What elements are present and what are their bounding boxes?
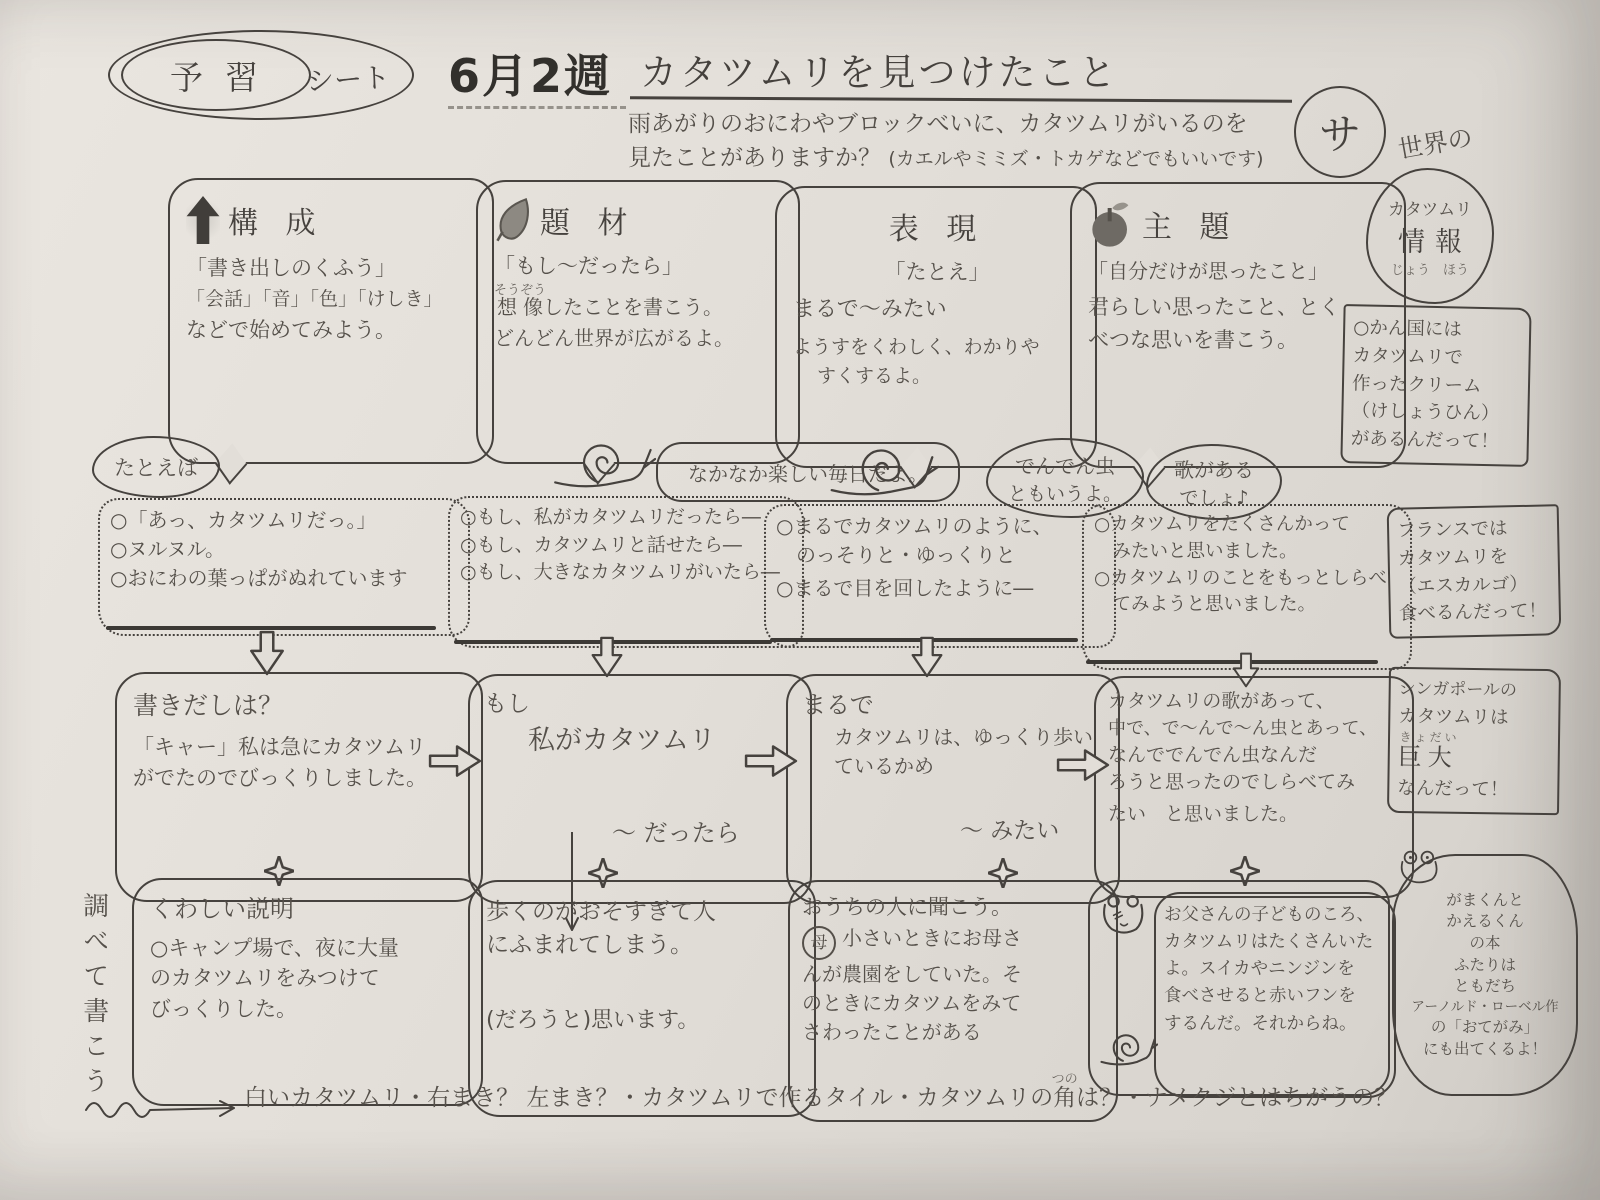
corner-mark-circle	[1294, 86, 1386, 178]
note-korea-line: （けしょうひん）	[1351, 400, 1500, 425]
example-box-hyougen	[764, 504, 1116, 648]
draft-line: ているかめ	[834, 753, 934, 778]
frog-icon	[1098, 894, 1150, 940]
snail-icon	[824, 430, 940, 500]
frog-book-line: の「おてがみ」	[1430, 1017, 1540, 1036]
world-info-line1: カタツムリ	[1387, 199, 1473, 220]
right-arrow-icon	[744, 742, 798, 780]
mother-answer-lines	[842, 924, 1022, 960]
sheet-label-inner-text: 予習	[170, 58, 280, 97]
guide-bubble-heading: 構 成	[228, 206, 325, 241]
prompt-line1: 雨あがりのおにわやブロックべいに、カタツムリがいるのを	[628, 111, 1248, 137]
note-france	[1387, 504, 1562, 639]
bottom-line: さわったことがある	[802, 1020, 982, 1045]
note-korea-line: カタツムリで	[1352, 344, 1464, 369]
bottom-line: カタツムリはたくさんいた	[1164, 932, 1374, 953]
example-line: のっそりと・ゆっくりと	[776, 543, 1016, 567]
bottom-box-title: おうちの人に聞こう。	[802, 895, 1012, 919]
note-frog-book	[1392, 854, 1578, 1096]
frog-book-line: の本	[1469, 934, 1501, 953]
note-korea-line: があるんだって！	[1350, 428, 1500, 453]
example-line: ○まるで目を回したように―	[776, 576, 1034, 600]
draft-line: カタツムリは、ゆっくり歩い	[834, 724, 1093, 749]
note-singapore-line: シンガポールの	[1398, 678, 1518, 701]
example-line: みたいと思いました。	[1094, 540, 1298, 562]
snail-icon	[1096, 1022, 1158, 1068]
note-france-line: （エスカルゴ）	[1398, 573, 1529, 598]
draft-box-marude	[786, 674, 1120, 904]
bottom-line: 食べさせると赤いフンを	[1164, 986, 1356, 1007]
guide-bubble-shudai	[1070, 182, 1406, 468]
guide-bubble-heading-row	[494, 198, 784, 242]
bottom-line: んが農園をしていた。そ	[802, 962, 1022, 987]
frog-book-line: アーノルド・ローベル作	[1411, 999, 1559, 1016]
bottom-box-chichi	[1088, 880, 1390, 1096]
draft-line: がでたのでびっくりしました。	[133, 765, 427, 790]
guide-bubble-hyougen	[775, 186, 1097, 468]
apple-icon	[1088, 200, 1134, 248]
frog-book-line: ふたりは	[1453, 955, 1516, 974]
page-title: カタツムリを見つけたこと	[640, 51, 1119, 94]
bottom-line: にふまれてしまう。	[486, 932, 693, 959]
guide-line: などで始めてみよう。	[186, 317, 396, 342]
research-topics-line	[244, 1072, 1397, 1115]
right-arrow-icon	[1056, 746, 1110, 784]
uta-line1: 歌がある	[1174, 458, 1254, 482]
denden-line2: ともいうよ。	[1007, 483, 1122, 505]
note-france-line: 食べるんだって！	[1398, 600, 1548, 625]
guide-bubble-kousei	[168, 178, 494, 464]
draft-line: カタツムリの歌があって、	[1108, 690, 1335, 712]
guide-line: どんどん世界が広がるよ。	[494, 325, 734, 350]
guide-line: すくするよ。	[817, 365, 932, 388]
example-line: ○まるでカタツムリのように、	[776, 514, 1053, 538]
bottom-line: するんだ。それからね。	[1164, 1013, 1357, 1034]
bottom-line: びっくりした。	[150, 996, 297, 1021]
example-line: ○もし、カタツムリと話せたら―	[460, 533, 742, 556]
guide-bubble-heading-row	[793, 204, 1081, 248]
bottom-line: (だろうと)思います。	[486, 1007, 700, 1033]
leaf-icon	[494, 198, 532, 242]
prompt-line2-main: 見たことがありますか？	[628, 145, 881, 171]
topics-post: は？・ナメクジとはちがうの？	[1076, 1085, 1398, 1111]
example-line: ○「あっ、カタツムリだっ。」	[110, 508, 377, 532]
draft-line: 書きだしは？	[133, 691, 284, 720]
guide-line: 「会話」「音」「色」「けしき」	[186, 287, 443, 310]
sheet-label-outer-text: シート	[305, 60, 391, 99]
singapore-big-ruby: 巨大きょだい	[1397, 730, 1459, 773]
guide-bubble-heading: 表 現	[888, 212, 986, 247]
down-arrow-icon	[248, 630, 286, 676]
draft-marude: まるで	[802, 691, 874, 719]
guide-bubble-heading: 題 材	[540, 206, 637, 241]
draft-box-moshi	[468, 674, 812, 904]
bottom-line: 歩くのがおそすぎて人	[486, 899, 716, 925]
world-info-top: 世界の	[1395, 122, 1475, 165]
draft-main: 私がカタツムリ	[528, 725, 716, 757]
note-france-line: カタツムリを	[1397, 546, 1509, 570]
tsuno-ruby: 角つの	[1051, 1072, 1078, 1111]
draft-line: 「キャー」私は急にカタツムリ	[133, 735, 427, 760]
squiggle-arrow	[84, 1088, 244, 1128]
example-line: ○もし、大きなカタツムリがいたら―	[460, 561, 780, 584]
guide-bubble-heading: 主 題	[1142, 210, 1239, 245]
frog-book-line: ともだち	[1453, 977, 1516, 996]
denden-line1: でんでん虫	[1015, 454, 1115, 478]
bottom-line: 小さいときにお母さ	[842, 926, 1022, 951]
example-line: ○もし、私がカタツムリだったら―	[460, 506, 761, 528]
world-info-furigana: じょう ほう	[1390, 262, 1469, 278]
uta-line2: でしょ♪	[1179, 487, 1249, 509]
guide-bubble-daizai	[476, 180, 800, 464]
corner-mark: サ	[1318, 110, 1361, 159]
bottom-line: のカタツムリをみつけて	[150, 966, 380, 991]
title-underline	[630, 96, 1292, 102]
snail-icon	[548, 426, 656, 492]
draft-moshi: もし	[484, 691, 530, 717]
prompt-line2	[628, 142, 1264, 175]
guide-line: 「もし〜だったら」	[494, 254, 683, 278]
note-korea-line: ○かん国には	[1352, 317, 1463, 341]
father-speech-cloud	[1154, 892, 1396, 1098]
prompt-line2-paren: (カエルやミミズ・トカゲなどでもいいです)	[888, 148, 1264, 170]
up-arrow-icon	[186, 196, 220, 244]
draft-tail: 〜 みたい	[960, 817, 1060, 844]
note-korea-line: 作ったクリーム	[1351, 372, 1482, 397]
down-arrow-icon	[908, 636, 946, 678]
bottom-line: ○キャンプ場で、夜に大量	[150, 935, 399, 960]
guide-line: まるで〜みたい	[793, 296, 947, 322]
draft-line: たい と思いました。	[1108, 802, 1299, 825]
frog-book-line: にも出てくるよ！	[1422, 1039, 1547, 1058]
research-label: 調べて書こう	[78, 892, 109, 1102]
draft-line: 中で、で〜んで〜ん虫とあって、	[1108, 717, 1378, 739]
guide-line: 君らしい思ったこと、とく	[1088, 295, 1340, 319]
example-line: ○おにわの葉っぱがぬれています	[110, 566, 408, 590]
mother-circle: 母	[802, 926, 836, 960]
draft-box-kakidashi	[115, 672, 483, 902]
week-underline	[448, 106, 626, 109]
example-box-kousei	[98, 498, 470, 636]
tatoeba-cloud	[92, 436, 220, 498]
souzou-ruby: 想像そうぞう	[494, 282, 547, 319]
example-line: ○ヌルヌル。	[110, 537, 226, 561]
down-arrow-icon	[588, 636, 626, 678]
frog-book-line: がまくんと	[1446, 890, 1524, 909]
tatoeba-text: たとえば	[114, 456, 198, 480]
example-box-shudai	[1082, 504, 1412, 670]
note-singapore-line: カタツムリは	[1398, 705, 1509, 728]
guide-line: 「書き出しのくふう」	[186, 256, 396, 280]
right-arrow-icon	[428, 742, 482, 780]
example-box-daizai	[448, 496, 804, 648]
note-france-line: フランスでは	[1396, 518, 1508, 542]
example-line: ○カタツムリのことをもっとしらべ	[1094, 567, 1387, 589]
draft-tail: 〜 だったら	[612, 819, 740, 848]
bottom-line: お父さんの子どものころ、	[1164, 905, 1374, 925]
guide-line: べつな思いを書こう。	[1088, 327, 1298, 352]
mother-answer-row	[802, 924, 1104, 960]
example-line: てみようと思いました。	[1094, 594, 1317, 616]
note-singapore-line: なんだって！	[1397, 778, 1509, 801]
guide-line: 「たとえ」	[884, 260, 990, 284]
topics-pre: 白いカタツムリ・右まき？ 左まき？・カタツムリで作るタイル・カタツムリの	[244, 1085, 1054, 1111]
bottom-line: よ。スイカやニンジンを	[1164, 959, 1355, 980]
guide-bubble-heading-row	[1088, 200, 1390, 248]
note-singapore-big	[1398, 730, 1551, 777]
guide-line: ようすをくわしく、わかりや	[793, 335, 1040, 358]
bottom-line: のときにカタツムをみて	[802, 991, 1022, 1016]
draft-line: ろうと思ったのでしらべてみ	[1108, 771, 1356, 794]
snail-speech-text: なかなか楽しい毎日だよ。	[688, 461, 928, 486]
guide-bubble-heading-row	[186, 196, 478, 244]
draft-line: なんででんでん虫なんだ	[1108, 743, 1318, 766]
example-line: ○カタツムリをたくさんかって	[1094, 514, 1350, 535]
frog-book-line: かえるくん	[1446, 912, 1524, 931]
guide-line: 「自分だけが思ったこと」	[1088, 259, 1328, 283]
world-info-line2: 情報	[1398, 226, 1472, 258]
guide-line: 想像そうぞうしたことを書こう。	[494, 282, 724, 319]
bottom-box-title: くわしい説明	[150, 895, 294, 923]
week-label: 6月2週	[448, 49, 613, 103]
